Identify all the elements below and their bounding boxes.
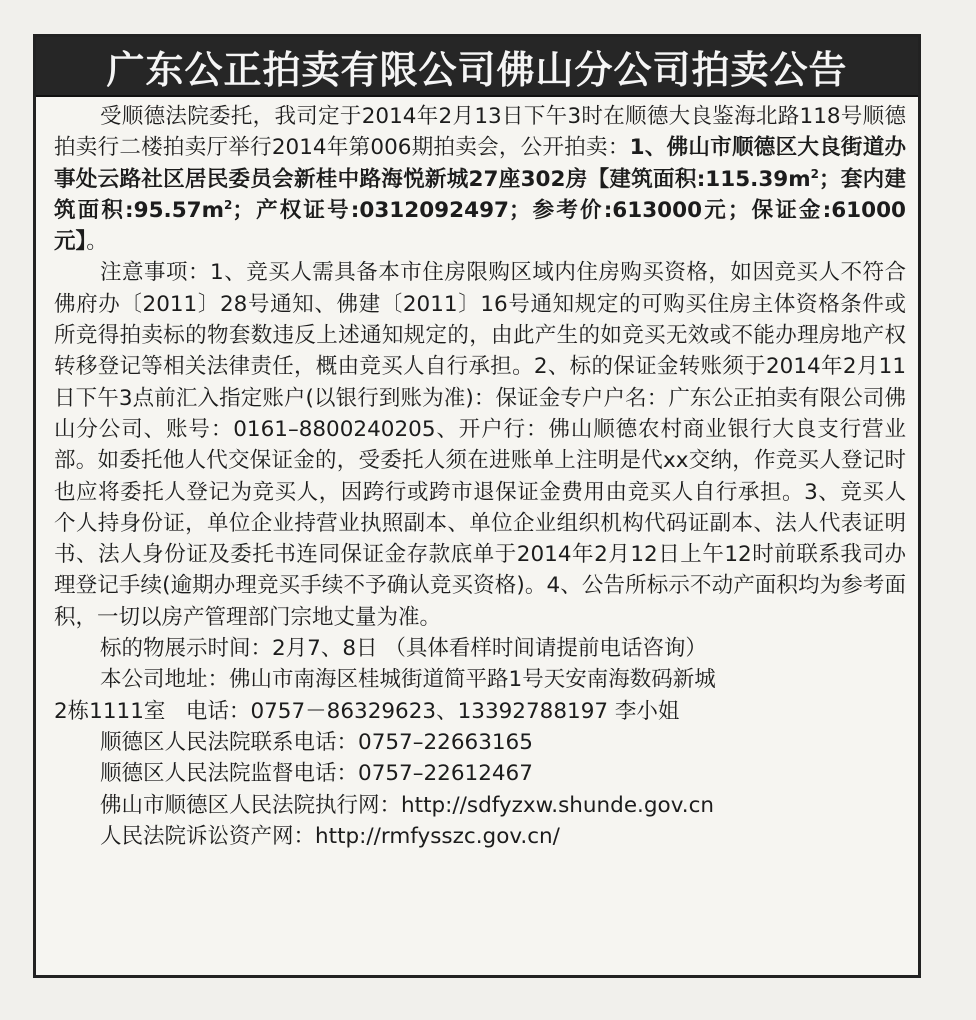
phone-value: 0757－86329623、13392788197 李小姐 [250, 698, 680, 724]
court-contact-line [54, 727, 906, 758]
viewing-time: 标的物展示时间：2月7、8日 （具体看样时间请提前电话咨询） [100, 636, 707, 662]
company-address [54, 664, 906, 695]
intro-paragraph [54, 101, 906, 257]
unit-superscript: 2 [224, 197, 233, 212]
title-bar [36, 37, 918, 97]
court-supervise-line [54, 758, 906, 789]
asset-site-link[interactable]: http://rmfysszc.gov.cn/ [315, 823, 560, 849]
phone-label: 电话： [185, 698, 251, 724]
asset-site-label: 人民法院诉讼资产网： [100, 823, 316, 849]
unit-superscript: 2 [810, 166, 820, 181]
address-line1: 佛山市南海区桂城街道简平路1号天安南海数码新城 [229, 667, 716, 693]
exec-site-line [54, 790, 906, 821]
court-contact-label: 顺德区人民法院联系电话： [100, 729, 359, 755]
address-line2: 2栋1111室 [54, 698, 166, 724]
lot-price-deposit: ；产权证号:0312092497；参考价:613000元；保证金:61000元】 [54, 197, 906, 255]
court-supervise-label: 顺德区人民法院监督电话： [100, 761, 359, 787]
lot-inner-area: ；套内建筑面积:95.57m [54, 166, 906, 223]
notice-body [36, 97, 918, 852]
intro-end: 。 [86, 229, 108, 255]
exec-site-link[interactable]: http://sdfyzxw.shunde.gov.cn [401, 792, 715, 818]
lot-address-area: 1、佛山市顺德区大良街道办事处云路社区居民委员会新桂中路海悦新城27座302房【建筑面积:115.39m [54, 135, 906, 192]
asset-site-line [54, 821, 906, 852]
court-contact-phone: 0757–22663165 [358, 729, 533, 755]
intro-text: 受顺德法院委托，我司定于2014年2月13日下午3时在顺德大良鉴海北路118号顺德拍卖行二楼拍卖厅举行2014年第006期拍卖会，公开拍卖： [54, 104, 906, 161]
address-label: 本公司地址： [100, 667, 230, 693]
auction-notice [33, 34, 921, 978]
address-phone-line [54, 696, 906, 727]
court-supervise-phone: 0757–22612467 [358, 761, 533, 787]
notes-paragraph: 注意事项：1、竞买人需具备本市住房限购区域内住房购买资格，如因竞买人不符合佛府办〔2011〕28号通知、佛建〔2011〕16号通知规定的可购买住房主体资格条件或所竞得拍卖标的物套数违反上述通知规定的，由此产生的如竞买无效或不能办理房地产权转移登记等相关法律责任，概由竞买人自行承担。2、标的保证金转账须于2014年2月11日下午3点前汇入指定账户(以银行到账为准)：保证金专户户名：广东公正拍卖有限公司佛山分公司、账号：0161–8800240205、开户行：佛山顺德农村商业银行大良支行营业部。如委托他人代交保证金的，受委托人须在进账单上注明是代xx交纳，作竞买人登记时也应将委托人登记为竞买人，因跨行或跨市退保证金费用由竞买人自行承担。3、竞买人个人持身份证，单位企业持营业执照副本、单位企业组织机构代码证副本、法人代表证明书、法人身份证及委托书连同保证金存款底单于2014年2月12日上午12时前联系我司办理登记手续(逾期办理竞买手续不予确认竞买资格)。4、公告所标示不动产面积均为参考面积，一切以房产管理部门宗地丈量为准。 [54, 260, 906, 630]
notice-title: 广东公正拍卖有限公司佛山分公司拍卖公告 [106, 47, 848, 92]
exec-site-label: 佛山市顺德区人民法院执行网： [100, 792, 402, 818]
